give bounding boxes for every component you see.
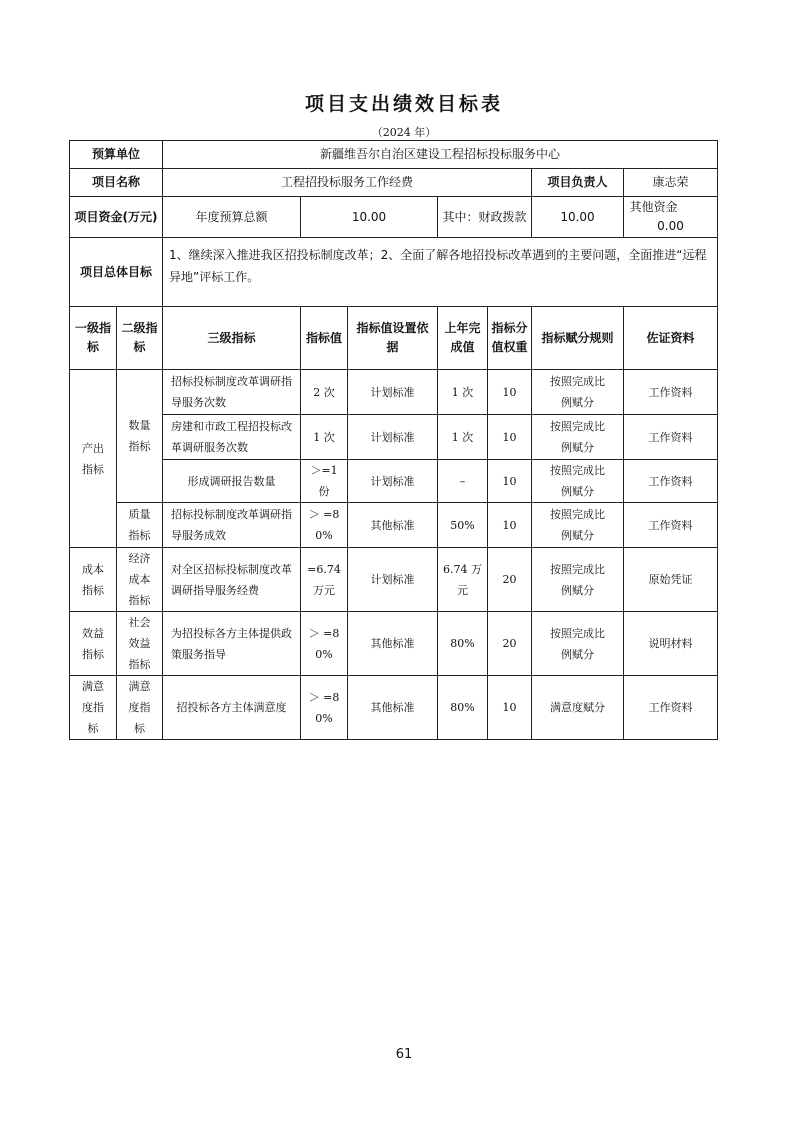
other-label: 其他资金 [629,200,678,214]
col-evidence: 佐证资料 [624,307,718,370]
col-last-year: 上年完成值 [438,307,488,370]
project-name-row [70,169,718,197]
other-funds-cell [624,197,718,238]
table-row [70,415,718,460]
col-level3: 三级指标 [163,307,301,370]
last-year-cell: 1 次 [438,415,488,460]
fiscal-label: 其中：财政拨款 [438,197,532,238]
group-economic-cost: 经济成本指标 [117,548,163,612]
evidence-cell: 工作资料 [624,503,718,548]
rule-cell: 按照完成比例赋分 [532,503,624,548]
project-funds-row [70,197,718,238]
evidence-cell: 工作资料 [624,415,718,460]
value-cell: ＞ =80% [301,612,348,676]
col-level1: 一级指标 [70,307,117,370]
evidence-cell: 说明材料 [624,612,718,676]
weight-cell: 10 [488,503,532,548]
table-row [70,612,718,676]
evidence-cell: 工作资料 [624,370,718,415]
basis-cell: 计划标准 [348,370,438,415]
rule-cell: 满意度赋分 [532,676,624,740]
last-year-cell: 50% [438,503,488,548]
table-row [70,370,718,415]
rule-cell: 按照完成比例赋分 [532,612,624,676]
group-benefit: 效益指标 [70,612,117,676]
performance-target-table [69,140,718,740]
responsible-label: 项目负责人 [532,169,624,197]
column-header-row [70,307,718,370]
last-year-cell: – [438,460,488,503]
value-cell: 2 次 [301,370,348,415]
group-cost: 成本指标 [70,548,117,612]
rule-cell: 按照完成比例赋分 [532,548,624,612]
basis-cell: 其他标准 [348,676,438,740]
last-year-cell: 1 次 [438,370,488,415]
col-level2: 二级指标 [117,307,163,370]
value-cell: 1 次 [301,415,348,460]
weight-cell: 10 [488,676,532,740]
weight-cell: 20 [488,612,532,676]
value-cell: ＞ =80% [301,503,348,548]
project-name-value: 工程招投标服务工作经费 [163,169,532,197]
level3-cell: 房建和市政工程招投标改革调研服务次数 [163,415,301,460]
rule-cell: 按照完成比例赋分 [532,370,624,415]
level3-cell: 对全区招标投标制度改革调研指导服务经费 [163,548,301,612]
col-rule: 指标赋分规则 [532,307,624,370]
table-row [70,548,718,612]
table-row [70,503,718,548]
table-row [70,460,718,503]
level3-cell: 为招投标各方主体提供政策服务指导 [163,612,301,676]
table-row [70,676,718,740]
goal-label: 项目总体目标 [70,238,163,307]
project-goal-row [70,238,718,307]
value-cell: =6.74 万元 [301,548,348,612]
weight-cell: 20 [488,548,532,612]
value-cell: ＞=1 份 [301,460,348,503]
group-output: 产出指标 [70,370,117,548]
level3-cell: 招投标各方主体满意度 [163,676,301,740]
fiscal-value: 10.00 [532,197,624,238]
responsible-value: 康志荣 [624,169,718,197]
col-weight: 指标分值权重 [488,307,532,370]
goal-value: 1、继续深入推进我区招投标制度改革；2、全面了解各地招投标改革遇到的主要问题，全面推进“远程异地”评标工作。 [163,238,718,307]
last-year-cell: 80% [438,612,488,676]
other-value: 0.00 [657,219,684,233]
project-name-label: 项目名称 [70,169,163,197]
rule-cell: 按照完成比例赋分 [532,460,624,503]
page-number: 61 [395,1047,413,1062]
col-basis: 指标值设置依据 [348,307,438,370]
basis-cell: 其他标准 [348,612,438,676]
col-value: 指标值 [301,307,348,370]
basis-cell: 其他标准 [348,503,438,548]
last-year-cell: 80% [438,676,488,740]
group-quality: 质量指标 [117,503,163,548]
annual-budget-label: 年度预算总额 [163,197,301,238]
last-year-cell: 6.74 万元 [438,548,488,612]
basis-cell: 计划标准 [348,548,438,612]
level3-cell: 招标投标制度改革调研指导服务成效 [163,503,301,548]
group-social-benefit: 社会效益指标 [117,612,163,676]
weight-cell: 10 [488,370,532,415]
level3-cell: 招标投标制度改革调研指导服务次数 [163,370,301,415]
weight-cell: 10 [488,460,532,503]
group-satisfaction: 满意度指标 [70,676,117,740]
budget-unit-row [70,141,718,169]
level3-cell: 形成调研报告数量 [163,460,301,503]
evidence-cell: 工作资料 [624,460,718,503]
basis-cell: 计划标准 [348,415,438,460]
year-label: （2024 年） [371,126,437,139]
funds-label: 项目资金(万元) [70,197,163,238]
page-title: 项目支出绩效目标表 [304,93,503,115]
evidence-cell: 原始凭证 [624,548,718,612]
group-quantity: 数量指标 [117,370,163,503]
rule-cell: 按照完成比例赋分 [532,415,624,460]
budget-unit-value: 新疆维吾尔自治区建设工程招标投标服务中心 [163,141,718,169]
budget-unit-label: 预算单位 [70,141,163,169]
basis-cell: 计划标准 [348,460,438,503]
value-cell: ＞ =80% [301,676,348,740]
weight-cell: 10 [488,415,532,460]
annual-budget-value: 10.00 [301,197,438,238]
group-satisfaction-sub: 满意度指标 [117,676,163,740]
evidence-cell: 工作资料 [624,676,718,740]
